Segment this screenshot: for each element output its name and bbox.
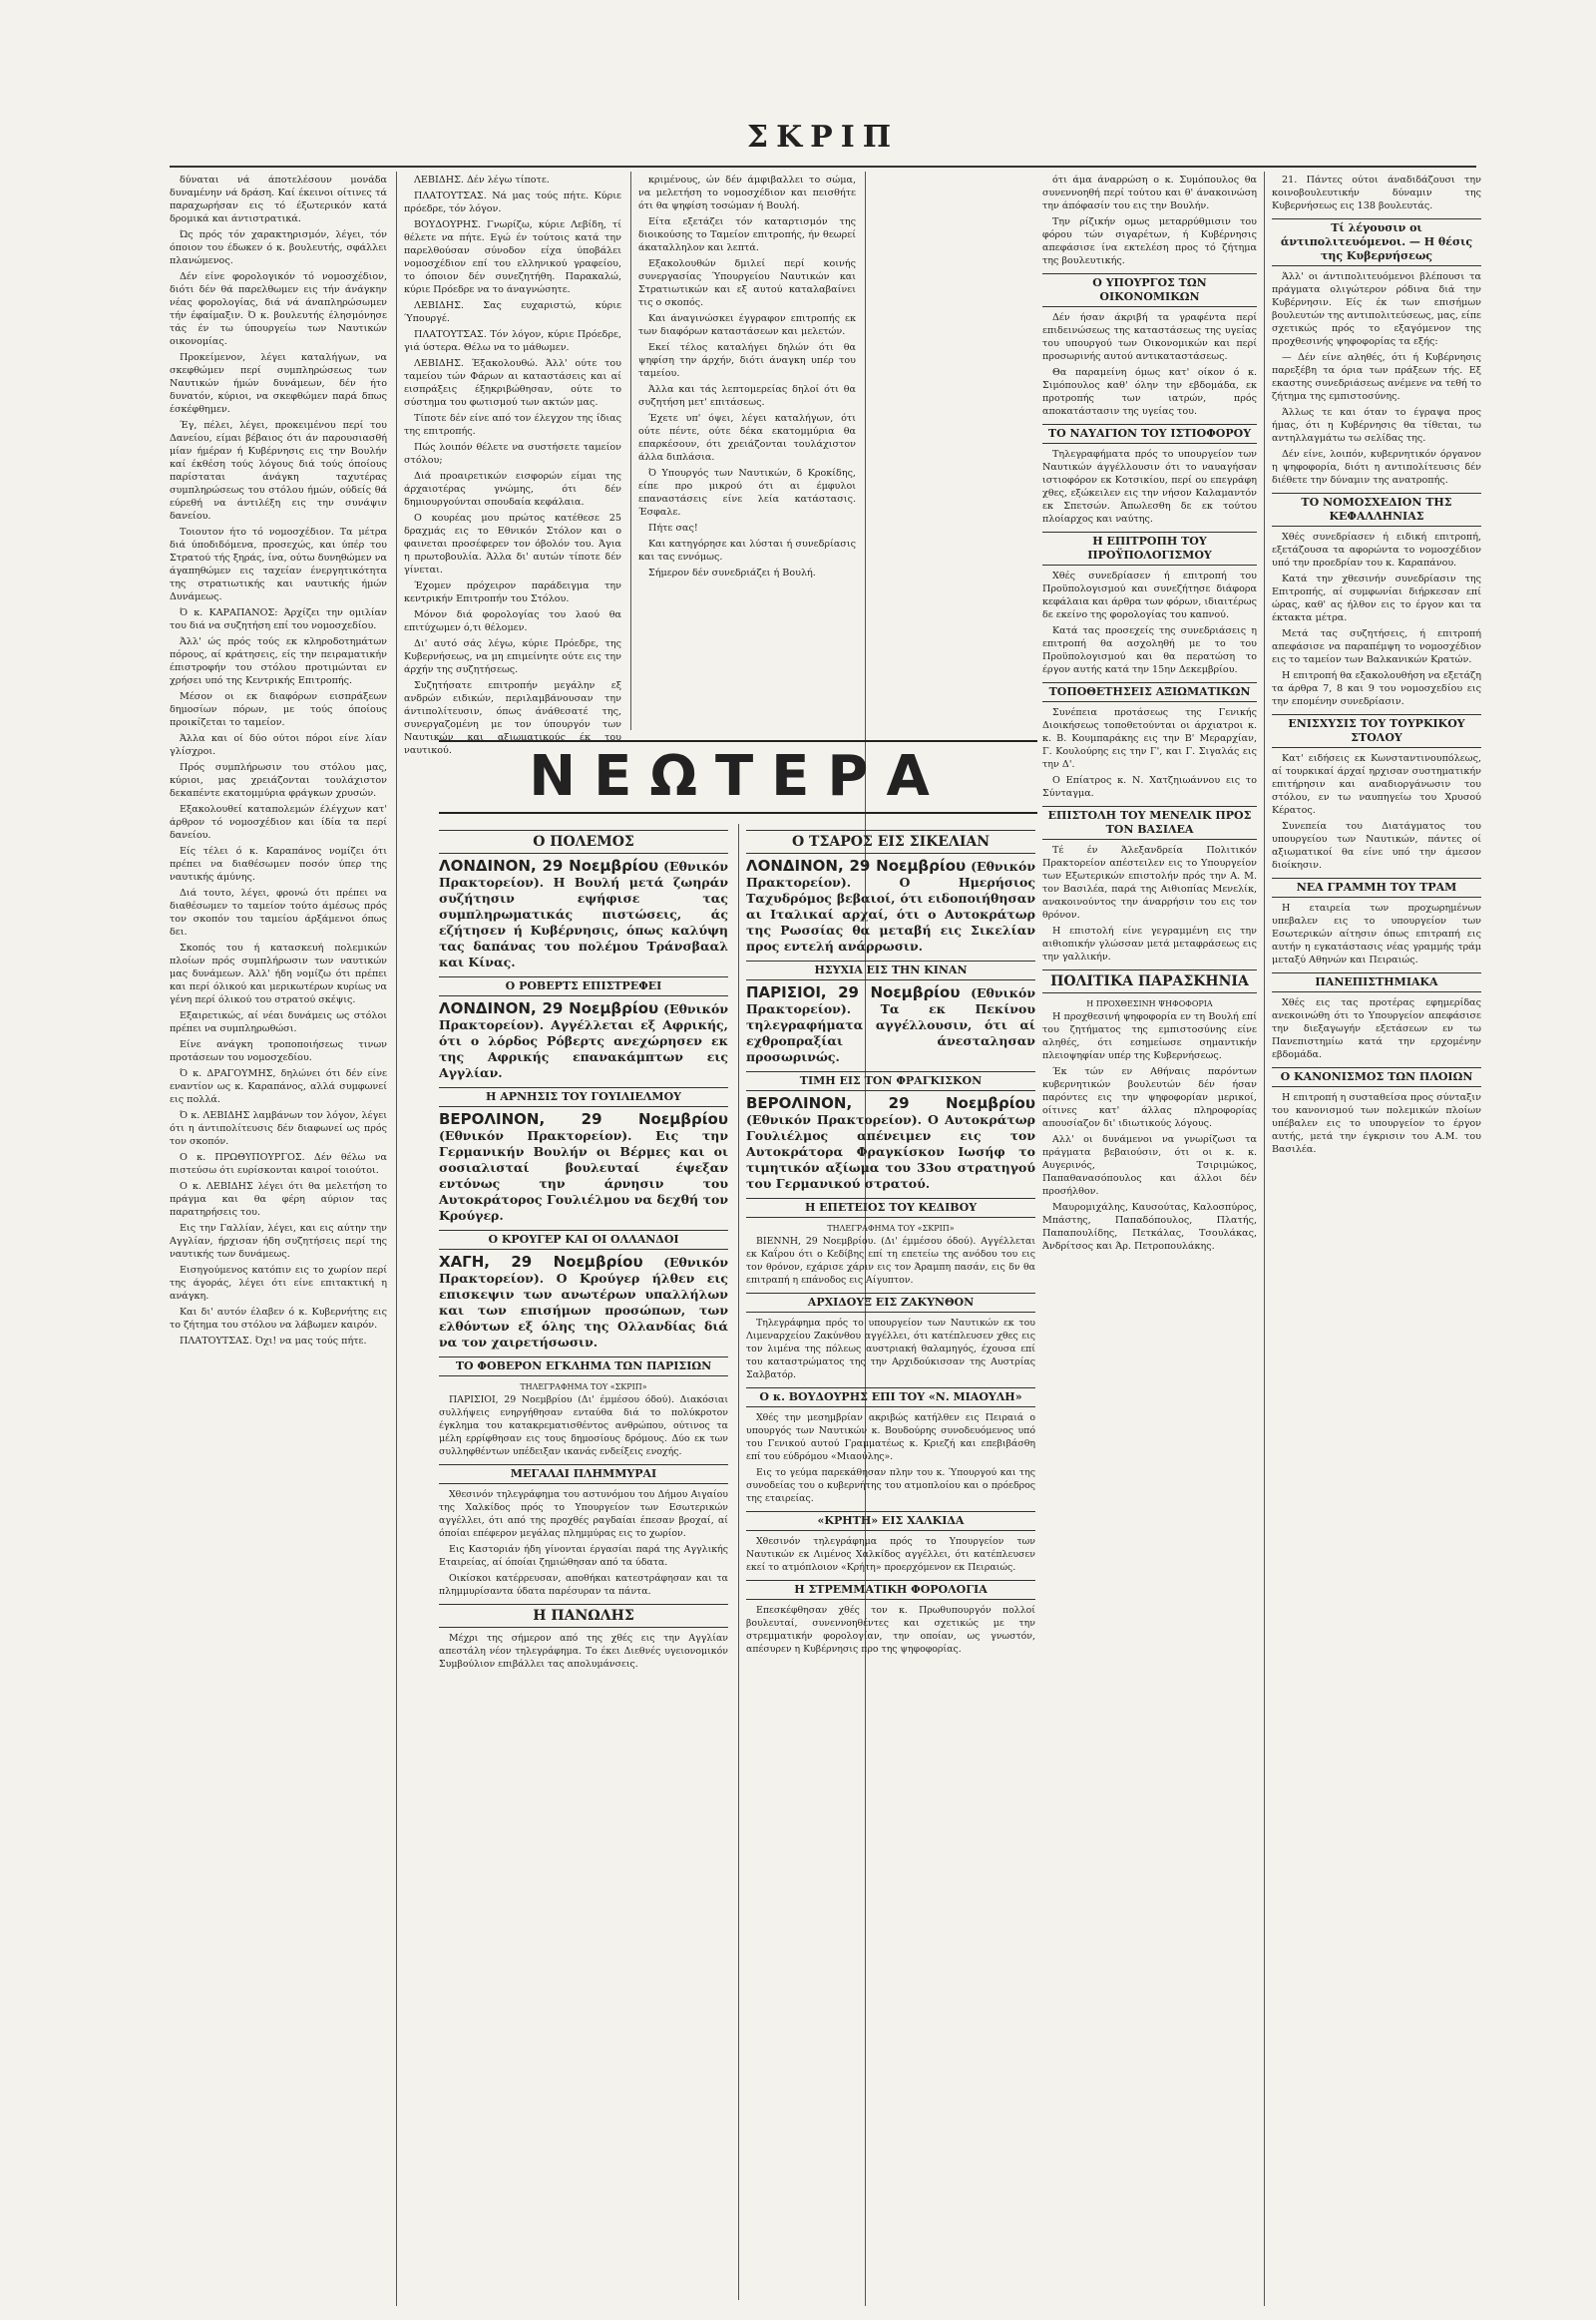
paragraph: Ο κ. ΛΕΒΙΔΗΣ λέγει ότι θα μελετήση το πράγμα και θα φέρη αύριον τας παρατηρήσεις του. [170, 1181, 387, 1218]
section-heading: Η ΕΠΙΤΡΟΠΗ ΤΟΥ ΠΡΟΫΠΟΛΟΓΙΣΜΟΥ [1042, 532, 1257, 566]
paragraph: Μέσον οι εκ διαφόρων εισπράξεων δημοσίων πόρων, με τούς όποίους προικίζεται το ταμείον. [170, 691, 387, 728]
section-heading: ΤΙΜΗ ΕΙΣ ΤΟΝ ΦΡΑΓΚΙΣΚΟΝ [746, 1071, 1035, 1091]
paragraph: Τηλεγραφήματα πρός το υπουργείον των Ναυτικών άγγέλλουσιν ότι το ναυαγήσαν ιστιοφόρον εκ Κοτσικίου, περί ου επεγράφη χθες, εξώκειλεν εις την νήσον Καλαμαντόν εκ Σπετσών. Άπωλεσθη δε εκ τούτου πλοίαρχος και ναύτης. [1042, 449, 1257, 525]
section-heading: ΤΟΠΟΘΕΤΗΣΕΙΣ ΑΞΙΩΜΑΤΙΚΩΝ [1042, 682, 1257, 702]
section-heading: ΕΠΙΣΤΟΛΗ ΤΟΥ ΜΕΝΕΛΙΚ ΠΡΟΣ ΤΟΝ ΒΑΣΙΛΕΑ [1042, 806, 1257, 840]
dispatch [439, 1254, 728, 1351]
paragraph: Πώς λοιπόν θέλετε να συστήσετε ταμείον στόλου; [404, 442, 621, 466]
section-heading: Ο ΠΟΛΕΜΟΣ [439, 830, 728, 854]
dispatch-dateline: ΛΟΝΔΙΝΟΝ, 29 Νοεμβρίου [746, 857, 967, 875]
paragraph: Είς τέλει ό κ. Καραπάνος νομίζει ότι πρέπει να διαθέσωμεν ποσόν ύπερ της ναυτικής άμύνης. [170, 846, 387, 883]
neotera-banner [439, 740, 1037, 814]
paragraph: Εξακολουθεί καταπολεμών έλέγχων κατ' άρθρον τό νομοσχέδιον και ίδία τα περί δανείου. [170, 804, 387, 841]
paragraph: ΒΟΥΔΟΥΡΗΣ. Γνωρίζω, κύριε Λεβίδη, τί θέλετε να πήτε. Εγώ έν τούτοις κατά την παρελθούσαν σύνοδον είχα ύποβάλει νομοσχέδιον επί του ελληνικού γραφείου, το όποιον δέν συνεζητήθη. Παρακαλώ, κύριε Πρόεδρε να το άναγνώσητε. [404, 219, 621, 295]
column-1 [170, 174, 387, 2298]
paragraph: Εξαιρετικώς, αί νέαι δυνάμεις ως στόλοι πρέπει να συμπληρωθώσι. [170, 1010, 387, 1034]
dispatch-text: (Εθνικόν Πρακτορείον). Ο Κρούγερ ήλθεν εις επισκεψιν των ανωτέρων υπαλλήλων και των επισήμων προσώπων, των ελθόντων εξ όλης της Ολλανδίας διά να τον χαιρετήσωσιν. [439, 1255, 728, 1350]
paragraph: Μαυρομιχάλης, Καυσούτας, Καλοσπύρος, Μπάστης, Παπαδόπουλος, Πλατής, Παπαπουλίδης, Πετκάλας, Τσουλάκας, Άνδρίτσος και Άρ. Πετροπουλάκης. [1042, 1202, 1257, 1252]
paragraph: ΠΛΑΤΟΥΤΣΑΣ. Νά μας τούς πήτε. Κύριε πρόεδρε, τόν λόγον. [404, 191, 621, 214]
paragraph: Συνέπεια προτάσεως της Γενικής Διοικήσεως τοποθετούνται οι άρχιατροι κ. κ. Β. Κουμπαράκης εις την Β' Μεραρχίαν, Γ. Κουλούρης εις την Γ', και Γ. Σιγαλάς εις την Δ'. [1042, 707, 1257, 770]
dispatch [439, 1000, 728, 1081]
dispatch [746, 984, 1035, 1065]
section-heading: ΤΟ ΦΟΒΕΡΟΝ ΕΓΚΛΗΜΑ ΤΩΝ ΠΑΡΙΣΙΩΝ [439, 1356, 728, 1376]
section-heading: Η ΑΡΝΗΣΙΣ ΤΟΥ ΓΟΥΙΛΙΕΛΜΟΥ [439, 1087, 728, 1107]
section-heading: ΜΕΓΑΛΑΙ ΠΛΗΜΜΥΡΑΙ [439, 1464, 728, 1484]
paragraph: Κατ' ειδήσεις εκ Κωνσταντινουπόλεως, αί τουρκικαί άρχαί ηρχισαν συστηματικήν επιτήρησιν και αναδιοργάνωσιν του στόλου, εν τω ναυπηγείω του Χρυσού Κέρατος. [1272, 753, 1481, 816]
section-heading: Ο ΡΟΒΕΡΤΣ ΕΠΙΣΤΡΕΦΕΙ [439, 976, 728, 996]
section-heading: Ο κ. ΒΟΥΔΟΥΡΗΣ ΕΠΙ ΤΟΥ «Ν. ΜΙΑΟΥΛΗ» [746, 1387, 1035, 1407]
paragraph: Εις την Γαλλίαν, λέγει, και εις αύτην την Αγγλίαν, ήρχισαν ήδη συζητήσεις περί της ναυτικής των δυνάμεως. [170, 1223, 387, 1260]
dispatch-dateline: ΠΑΡΙΣΙΟΙ, 29 Νοεμβρίου [746, 983, 961, 1001]
paragraph: Η επιστολή είνε γεγραμμένη εις την αιθιοπικήν γλώσσαν μετά μεταφράσεως εις την γαλλικήν. [1042, 926, 1257, 963]
paragraph: Η προχθεσινή ψηφοφορία εν τη Βουλή επί του ζητήματος της εμπιστοσύνης είνε αληθές, ότι εσημείωσε σημαντικήν πλειοψηφίαν υπέρ της Κυβερνήσεως. [1042, 1011, 1257, 1061]
section-heading: «ΚΡΗΤΗ» ΕΙΣ ΧΑΛΚΙΔΑ [746, 1511, 1035, 1531]
paragraph: ΠΛΑΤΟΥΤΣΑΣ. Όχι! να μας τούς πήτε. [180, 1336, 367, 1347]
paragraph: Και κατηγόρησε και λύσται ή συνεδρίασις και τας εννόμως. [638, 539, 856, 563]
column-5 [1272, 174, 1481, 2298]
paragraph: Και δι' αυτόν έλαβεν ό κ. Κυβερνήτης εις το ζήτημα του στόλου να λάβωμεν καιρόν. [170, 1307, 387, 1331]
paragraph: Χθές συνεδρίασεν ή επιτροπή του Προϋπολογισμού και συνεζήτησε διάφορα κεφάλαια και άρθρα των φόρων, ιδιαιτέρως δε εκείνο της φορολογίας του καπνού. [1042, 571, 1257, 620]
paragraph: Ό κ. ΛΕΒΙΔΗΣ λαμβάνων τον λόγον, λέγει ότι η άντιπολίτευσις δέν διαφωνεί ως πρός τον σκοπόν. [170, 1110, 387, 1147]
section-heading: Ο ΤΣΑΡΟΣ ΕΙΣ ΣΙΚΕΛΙΑΝ [746, 830, 1035, 854]
paragraph: Τοιουτον ήτο τό νομοσχέδιον. Τα μέτρα διά ύποδιδόμενα, προσεχώς, και ύπέρ του Στρατού τής ξηράς, ίνα, ούτω δυνηθώμεν να άγαπηθώμεν εις ταχείαν ένεργητικότητα της στρατιωτικής και ναυτικής ήμών Δυνάμεως. [170, 527, 387, 602]
paragraph: 21. Πάντες ούτοι άναδιδάζουσι την κοινοβουλευτικήν δύναμιν της Κυβερνήσεως εις 138 βουλευτάς. [1272, 175, 1481, 211]
paragraph: Η εταιρεία των προχωρημένων υπεβαλεν εις το υπουργείον των Εσωτερικών αίτησιν όπως επιτραπή εις αυτήν η εγκατάστασις νέας γραμμής τράμ μεταξύ Αθηνών και Πειραιώς. [1272, 903, 1481, 966]
paragraph: Κατά τας προσεχείς της συνεδριάσεις η επιτροπή θα ασχοληθή με το του Προϋπολογισμού και θα περατώση το έργον αυτής κατά την 15ην Δεκεμβρίου. [1042, 625, 1257, 675]
section-heading: ΗΣΥΧΙΑ ΕΙΣ ΤΗΝ ΚΙΝΑΝ [746, 961, 1035, 980]
paragraph: Η επιτροπή θα εξακολουθήση να εξετάζη τα άρθρα 7, 8 και 9 του νομοσχεδίου εις την επομένην συνεδρίασιν. [1272, 670, 1481, 707]
paragraph: Ο κουρέας μου πρώτος κατέθεσε 25 δραχμάς εις το Εθνικόν Στόλον και ο φαινεται προσέφερεν τον όβολόν του. Άγια η πρωτοβουλία. Άλλα δι' αυτών τίποτε δέν γίνεται. [404, 513, 621, 576]
dispatch-text: (Εθνικόν Πρακτορείον). Ο Αυτοκράτωρ Γουλιέλμος απένειμεν εις τον Αυτοκράτορα Φραγκίσκον Ιωσήφ το τιμητικόν αξίωμα του 33ου στρατηγού του Γερμανικού στρατού. [746, 1112, 1035, 1191]
paragraph: Μέχρι της σήμερον από της χθές εις την Αγγλίαν απεστάλη νέον τηλεγράφημα. Το έκει Διεθνές υγειονομικόν Συμβούλιον επιβάλλει τας απολυμάνσεις. [439, 1633, 728, 1670]
section-heading: Ο ΚΡΟΥΓΕΡ ΚΑΙ ΟΙ ΟΛΛΑΝΔΟΙ [439, 1230, 728, 1250]
column-3 [638, 174, 856, 732]
paragraph: Εις Καστοριάν ήδη γίνονται έργασίαι παρά της Αγγλικής Εταιρείας, αί όποίαι ζημιώθησαν από τα ύδατα. [439, 1544, 728, 1568]
column-4 [1042, 174, 1257, 2298]
paragraph: ΛΕΒΙΔΗΣ. Δέν λέγω τίποτε. [414, 175, 550, 186]
paragraph: ΒΙΕΝΝΗ, 29 Νοεμβρίου. (Δι' έμμέσου όδού). Αγγέλλεται εκ Καΐρου ότι ο Κεδίβης επί τη επετείω της ανόδου του εις τον θρόνον, εχάρισε χάριν εις τον Άραμπη πασάν, εις δν θα επιτραπή η επάνοδος εις Αίγυπτον. [746, 1236, 1035, 1286]
paragraph: Είνε ανάγκη τροποποιήσεως τινων προτάσεων του νομοσχεδίου. [170, 1039, 387, 1063]
section-heading: Ο ΥΠΟΥΡΓΟΣ ΤΩΝ ΟΙΚΟΝΟΜΙΚΩΝ [1042, 273, 1257, 307]
paragraph: Δέν είνε, λοιπόν, κυβερνητικόν όργανον η ψηφοφορία, διότι η αντιπολίτευσις δέν διέθετε την δύναμιν της ανατροπής. [1272, 449, 1481, 486]
paragraph: Άλλα και οί δύο ούτοι πόροι είνε λίαν γλίσχροι. [170, 733, 387, 757]
dispatch-dateline: ΒΕΡΟΛΙΝΟΝ, 29 Νοεμβρίου [439, 1110, 728, 1128]
paragraph: Κατά την χθεσινήν συνεδρίασιν της Επιτροπής, αί συμφωνίαι διήρκεσαν επί ώρας, καθ' ας ήλθον εις το έργον και τα έκτακτα μέτρα. [1272, 574, 1481, 623]
paragraph: Σήμερον δέν συνεδριάζει ή Βουλή. [648, 568, 816, 579]
paragraph: Οικίσκοι κατέρρευσαν, αποθήκαι κατεστράφησαν και τα πλημμυρίσαντα ύδατα παρέσυραν τα πάντα. [439, 1573, 728, 1597]
paragraph: Διά τουτο, λέγει, φρονώ ότι πρέπει να διαθέσωμεν το ταμείον τούτο άμέσως πρός τον σκοπόν του ταμείου άρξάμενοι όπως δει. [170, 888, 387, 938]
dispatch [439, 1111, 728, 1224]
paragraph: Δέν είνε φορολογικόν τό νομοσχέδιον, διότι δέν θά παρελθωμεν εις τήν άνάγκην νέας φορολογίας, διά νά άναπληρώσωμεν τήν έφαίμαξιν. Ό κ. βουλευτής έλησμόνησε τάς έν τω ύπουργείω των Ναυτικών οικονομίας. [170, 271, 387, 347]
paragraph: ότι άμα άναρρώση ο κ. Συμόπουλος θα συνεννοηθή περί τούτου και θ' άνακοινώση την άπόφασίν του εις την Βουλήν. [1042, 175, 1257, 211]
section-heading: ΤΟ ΝΑΥΑΓΙΟΝ ΤΟΥ ΙΣΤΙΟΦΟΡΟΥ [1042, 424, 1257, 444]
section-heading: Η ΕΠΕΤΕΙΟΣ ΤΟΥ ΚΕΔΙΒΟΥ [746, 1198, 1035, 1218]
paragraph: Χθές συνεδρίασεν ή ειδική επιτροπή, εξετάζουσα τα αφορώντα το νομοσχέδιον υπό την προεδρίαν του κ. Καραπάνου. [1272, 532, 1481, 569]
paragraph: Είτα εξετάζει τόν καταρτισμόν της διοικούσης το Ταμείον επιτροπής, ήν θεωρεί άκαταλληλον και λεπτά. [638, 216, 856, 253]
dispatch-text: (Εθνικόν Πρακτορείον). Εις την Γερμανικήν Βουλήν οι Βέρμες και οι σοσιαλισταί βουλευταί έψεξαν εντόνως την άρνησιν του Αυτοκράτορος Γουλιέλμου να δεχθή τον Κρούγερ. [439, 1128, 728, 1223]
column-2 [404, 174, 621, 756]
news-column-right [746, 824, 1035, 2300]
paragraph: — Δέν είνε αληθές, ότι ή Κυβέρνησις παρεξέβη τα όρια των πράξεων τής. Εξ εκαστης συνεδριάσεως ανέμενε να τεθή το ζήτημα της εμπιστοσύνης. [1272, 352, 1481, 402]
dispatch [439, 858, 728, 970]
paragraph: Αλλ' οι δυνάμενοι να γνωρίζωσι τα πράγματα βεβαιούσιν, ότι οι κ. κ. Αυγερινός, Τσιριμώκος, Παπαθανασόπουλος και άλλοι δέν προσήλθον. [1042, 1134, 1257, 1197]
paragraph: Ο Επίατρος κ. Ν. Χατζηιωάννου εις το Σύνταγμα. [1042, 775, 1257, 799]
paragraph: Ό κ. ΚΑΡΑΠΑΝΟΣ: Άρχίζει την ομιλίαν του διά να συζητήση επί του νομοσχεδίου. [170, 607, 387, 631]
paragraph: Σκοπός του ή κατασκευή πολεμικών πλοίων πρός συμπλήρωσιν των ναυτικών μας δυνάμεων. Άλλ' ήδη νομίζω ότι πρέπει και περί όλικού και μερικωτέρων κυρίως να γένη περί όλικού του στρατού σκέψις. [170, 943, 387, 1005]
paragraph: Διά προαιρετικών εισφορών είμαι της άρχαιοτέρας γνώμης, ότι δέν δημιουργούνται σπουδαία κεφάλαια. [404, 471, 621, 508]
paragraph: Εις το γεύμα παρεκάθησαν πλην του κ. Ύπουργού και της συνοδείας του ο κυβερνήτης του ατμοπλοίου και ο πρόεδρος της εταιρείας. [746, 1467, 1035, 1504]
paragraph: Συζητήσατε επιτροπήν μεγάλην εξ ανδρών ειδικών, περιλαμβάνουσαν την άντιπολίτευσιν, όπως άνάθεσατέ της, συνεργαζομένη με τον ύπουργόν των Ναυτικών και αξιωματικούς έκ του ναυτικού. [404, 680, 621, 756]
subheading: ΤΗΛΕΓΡΑΦΗΜΑ ΤΟΥ «ΣΚΡΙΠ» [827, 1224, 955, 1233]
section-heading: Η ΣΤΡΕΜΜΑΤΙΚΗ ΦΟΡΟΛΟΓΙΑ [746, 1580, 1035, 1600]
section-heading: ΝΕΑ ΓΡΑΜΜΗ ΤΟΥ ΤΡΑΜ [1272, 878, 1481, 898]
paragraph: Χθές εις τας προτέρας εφημερίδας ανεκοινώθη ότι το Υπουργείον απεφάσισε την διεξαγωγήν εξετάσεων εν τω Πανεπιστημίω κατά την ερχομένην εβδομάδα. [1272, 997, 1481, 1060]
paragraph: Συνεπεία του Διατάγματος του υπουργείου των Ναυτικών, πάντες οί αξιωματικοί θα είνε υπό την άμεσον διοίκησιν. [1272, 821, 1481, 871]
column-divider [396, 172, 397, 2306]
paragraph: Άλλ' οι άντιπολιτευόμενοι βλέπουσι τα πράγματα ολιγώτερον ρόδινα διά την Κυβέρνησιν. Είς έκ των επισήμων βουλευτών της αντιπολιτεύσεως, μας, είπε σχετικώς πρός το εξαγόμενον της προχθεσινής ψηφοφορίας τα εξής: [1272, 271, 1481, 347]
paragraph: ΠΛΑΤΟΥΤΣΑΣ. Τόν λόγον, κύριε Πρόεδρε, γιά ύστερα. Θέλω να το μάθωμεν. [404, 329, 621, 353]
paragraph: Εισηγούμενος κατόπιν εις το χωρίον περί της άγοράς, λέγει ότι είνε επιτακτική η ανάγκη. [170, 1265, 387, 1302]
dispatch-dateline: ΒΕΡΟΛΙΝΟΝ, 29 Νοεμβρίου [746, 1094, 1035, 1112]
dispatch-text: (Εθνικόν Πρακτορείον). Τα εκ Πεκίνου τηλεγραφήματα αγγέλλουσιν, ότι αί εχθροπραξίαι άνεσταλησαν προσωρινώς. [746, 985, 1035, 1064]
header-rule [170, 166, 1476, 168]
page-header [170, 118, 1476, 158]
section-heading: Τί λέγουσιν οι άντιπολιτευόμενοι. — Η θέσις της Κυβερνήσεως [1272, 218, 1481, 266]
paragraph: Έγ, πέλει, λέγει, προκειμένου περί του Δανείου, είμαι βέβαιος ότι άν παρουσιασθή μίαν ήμέραν ή Κυβέρνησις εις την Βουλήν καί έκθέση τούς λόγους διά τούς όποίους παρίσταται άνάγκη ταχυτέρας συμπληρώσεως του στόλου ήμών, ούδείς θά εύρεθή να άντιλέξη εις την συνάψιν δανείου. [170, 420, 387, 522]
section-heading: ΠΑΝΕΠΙΣΤΗΜΙΑΚΑ [1272, 972, 1481, 992]
paragraph: Πρός συμπλήρωσιν του στόλου μας, κύριοι, μας χρειάζονται τουλάχιστον δεκαπέντε εκατομμύρια φράγκων χρυσών. [170, 762, 387, 799]
column-divider [1264, 172, 1265, 2306]
paragraph: Εξακολουθών δμιλεί περί κοινής συνεργασίας Ύπουργείου Ναυτικών και Στρατιωτικών και εξ αυτού καταλαβαίνει τις ο σκοπός. [638, 258, 856, 308]
paragraph: Και άναγινώσκει έγγραφον επιτροπής εκ των διαφόρων καταστάσεων και μελετών. [638, 313, 856, 337]
paragraph: Τίποτε δέν είνε από τον έλεγχον της ίδιας της επιτροπής. [404, 413, 621, 437]
paragraph: Έχετε υπ' όψει, λέγει καταλήγων, ότι ούτε πέντε, ούτε δέκα εκατομμύρια θα επαρκέσουν, ότι χρειάζονται τουλάχιστον άλλα διπλάσια. [638, 413, 856, 463]
dispatch-dateline: ΛΟΝΔΙΝΟΝ, 29 Νοεμβρίου [439, 857, 659, 875]
paragraph: ΛΕΒΙΔΗΣ. Έξακολουθώ. Άλλ' ούτε του ταμείου τών Φάρων αι καταστάσεις και αί εισπράξεις έξηκριβώθησαν, ούτε το σύστημα του φωτισμού των ακτών μας. [404, 358, 621, 408]
paragraph: Μετά τας συζητήσεις, ή επιτροπή απεφάσισε να παραπέμψη το νομοσχέδιον εις το ταμείον των Βαλκανικών Κρατών. [1272, 628, 1481, 665]
paragraph: Τηλεγράφημα πρός το υπουργείον των Ναυτικών εκ του Λιμεναρχείου Ζακύνθου αγγέλλει, ότι κατέπλευσεν χθες εις τον λιμένα της πόλεως αυστριακή θαλαμηγός, έχουσα επί του καταστρώματος της την Αρχιδούκισσαν της Αυστρίας Σαλβατόρ. [746, 1318, 1035, 1380]
newspaper-title: ΣΚΡΙΠ [746, 120, 900, 155]
paragraph: Δέν ήσαν άκριβή τα γραφέντα περί επιδεινώσεως της καταστάσεως της υγείας του υπουργού των Οικονομικών και περί προσωρινής αυτού αντικαταστάσεως. [1042, 312, 1257, 362]
dispatch-text: (Εθνικόν Πρακτορείον). Η Βουλή μετά ζωηράν συζήτησιν εψήφισε τας συμπληρωματικάς πιστώσεις, άς εζήτησεν ή Κυβέρνησις, όπως καλύψη τας δαπάνας του πολέμου Τράνσβααλ και Κίνας. [439, 859, 729, 969]
dispatch-dateline: ΛΟΝΔΙΝΟΝ, 29 Νοεμβρίου [439, 999, 659, 1017]
paragraph: Ώς πρός τόν χαρακτηρισμόν, λέγει, τόν όποιον του έδωκεν ό κ. βουλευτής, σφάλλει πλανώμενος. [170, 229, 387, 266]
paragraph: Η επιτροπή η συσταθείσα προς σύνταξιν του κανονισμού των πολεμικών πλοίων υπέβαλεν εις το υπουργείον το έργον αυτής, μετά την έγκρισιν του Α.Μ. του Βασιλέα. [1272, 1092, 1481, 1155]
subheading: ΤΗΛΕΓΡΑΦΗΜΑ ΤΟΥ «ΣΚΡΙΠ» [520, 1382, 647, 1391]
paragraph: ΠΑΡΙΣΙΟΙ, 29 Νοεμβρίου (Δι' έμμέσου όδού). Διακόσιαι συλλήψεις ενηργήθησαν ενταύθα διά το πολύκροτον έγκλημα του κατακρεματισθέντος ανθρώπου, ούτινος τα μέλη ερρίφθησαν εις τους δημοσίους δρόμους. Δύο εκ των συλληφθέντων υπέδειξαν ικανάς ενδείξεις ενοχής. [439, 1394, 728, 1457]
paragraph: Έχομεν πρόχειρον παράδειγμα την κεντρικήν Επιτροπήν του Στόλου. [404, 580, 621, 604]
banner-title: ΝΕΩΤΕΡΑ [529, 744, 948, 809]
dispatch [746, 1095, 1035, 1192]
paragraph: Τέ έν Άλεξανδρεία Πολιτικόν Πρακτορείον απέστειλεν εις το Υπουργείον των Εξωτερικών επιστολήν πρός την Α. Μ. τον Βασιλέα, παρά της Αιθιοπίας Μενελίκ, ανακοινούντος την άναρρήσιν του εις τον θρόνον. [1042, 845, 1257, 921]
paragraph: Προκείμενον, λέγει καταλήγων, να σκεφθώμεν περί συμπληρώσεως των Ναυτικών ήμών δυνάμεων, δέν ήτο δυνατόν, κύριοι, να σκεφθώμεν παρά δπως έσκέφθημεν. [170, 352, 387, 415]
dispatch-dateline: ΧΑΓΗ, 29 Νοεμβρίου [439, 1253, 643, 1271]
section-heading: Ο ΚΑΝΟΝΙΣΜΟΣ ΤΩΝ ΠΛΟΙΩΝ [1272, 1067, 1481, 1087]
news-column-left [439, 824, 728, 2300]
paragraph: Ο κ. ΠΡΩΘΥΠΟΥΡΓΟΣ. Δέν θέλω να πιστεύσω ότι ευρίσκονται καιροί τοιούτοι. [170, 1152, 387, 1176]
paragraph: κριμένους, ών δέν άμφιβαλλει το σώμα, να μελετήση το νομοσχέδιον και πεισθήτε ότι θα ψηφίση τοσώμαν ή Βουλή. [638, 175, 856, 211]
paragraph: Ό Υπουργός των Ναυτικών, δ Κροκίδης, είπε προ μικρού ότι αι έμφυλοι επαναστάσεις είνε λεία κατάστασις. Έσφαλε. [638, 468, 856, 518]
section-heading: ΠΟΛΙΤΙΚΑ ΠΑΡΑΣΚΗΝΙΑ [1042, 969, 1257, 993]
paragraph: Άλλα και τάς λεπτομερείας δηλοί ότι θα συζητήση μετ' επιτάσεως. [638, 384, 856, 408]
paragraph: Έκ τών εν Αθήναις παρόντων κυβερνητικών βουλευτών δέν ήσαν παρόντες εις την ψηφοφορίαν μερικοί, οίτινες κατ' άλλας πληροφορίας απουσίαζον δι' ιδιωτικούς λόγους. [1042, 1066, 1257, 1129]
paragraph: ΛΕΒΙΔΗΣ. Σας ευχαριστώ, κύριε Ύπουργέ. [404, 300, 621, 324]
paragraph: Άλλ' ώς πρός τούς εκ κληροδοτημάτων πόρους, αί κράτησεις, είς την πειραματικήν έπιστροφήν του στόλου προτιμώνται εν χρήσει υπό της Κεντρικής Επιτροπής. [170, 636, 387, 686]
column-divider [630, 172, 631, 730]
paragraph: Χθεσινόν τηλεγράφημα πρός το Υπουργείον των Ναυτικών εκ Λιμένος Χαλκίδος αγγέλλει, ότι κατέπλευσεν εκεί το ατμόπλοιον «Κρήτη» προερχόμενον εκ Πειραιώς. [746, 1536, 1035, 1573]
section-heading: Η ΠΑΝΩΛΗΣ [439, 1604, 728, 1628]
paragraph: Ό κ. ΔΡΑΓΟΥΜΗΣ, δηλώνει ότι δέν είνε εναντίον ως κ. Καραπάνος, αλλά συμφωνεί εις πολλά. [170, 1068, 387, 1105]
section-heading: ΕΝΙΣΧΥΣΙΣ ΤΟΥ ΤΟΥΡΚΙΚΟΥ ΣΤΟΛΟΥ [1272, 714, 1481, 748]
paragraph: Μόνον διά φορολογίας του λαού θα επιτύχωμεν ό,τι θέλομεν. [404, 609, 621, 633]
paragraph: Χθές την μεσημβρίαν ακριβώς κατήλθεν εις Πειραιά ο υπουργός των Ναυτικών κ. Βουδούρης συνοδευόμενος υπό του Γενικού αυτού Γραμματέως κ. Κριεζή και επεβιβάσθη επί του εύδρόμου «Μιαούλης». [746, 1412, 1035, 1462]
paragraph: Άλλως τε και όταν το έγραψα προς ήμας, ότι η Κυβέρνησις θα τίθεται, τω αντηλλαγμάτω τω σελίδας της. [1272, 407, 1481, 444]
subheading: Η ΠΡΟΧΘΕΣΙΝΗ ΨΗΦΟΦΟΡΙΑ [1086, 999, 1213, 1008]
dispatch [746, 858, 1035, 955]
paragraph: Επεσκέφθησαν χθές τον κ. Πρωθυπουργόν πολλοί βουλευταί, συνεννοηθέντες και σχετικώς με την στρεμματικήν φορολογίαν, την οποίαν, ως γνωστόν, απέσυρεν η Κυβέρνησις προ της ψηφοφορίας. [746, 1605, 1035, 1655]
section-heading: ΑΡΧΙΔΟΥΞ ΕΙΣ ΖΑΚΥΝΘΟΝ [746, 1293, 1035, 1313]
paragraph: δύναται νά άποτελέσουν μονάδα δυναμένην νά δράση. Καί έκεινοι οίτινες τά παραχωρήσαν εις τό έξωτερικόν κατά δρομικά και άντιστρατικά. [170, 175, 387, 224]
paragraph: Θα παραμείνη όμως κατ' οίκον ό κ. Σιμόπουλος καθ' όλην την εβδομάδα, εκ προτροπής των ιατρών, πρός αποκατάστασιν της υγείας του. [1042, 367, 1257, 417]
paragraph: Πήτε σας! [648, 523, 698, 534]
dispatch-text: (Εθνικόν Πρακτορείον). Ο Ημερήσιος Ταχυδρόμος βεβαιοί, ότι ειδοποιήθησαν αι Ιταλικαί αρχαί, ότι ο Αυτοκράτωρ της Ρωσσίας θα μεταβή εις Σικελίαν προς εντελή ανάρρωσιν. [746, 859, 1036, 954]
paragraph: Την ρίζικήν ομως μεταρρύθμισιν του φόρου τών σιγαρέτων, ή Κυβέρνησις απεφάσισε ίνα εκτελέση προς τό ζήτημα της βουλευτικής. [1042, 216, 1257, 266]
paragraph: Εκεί τέλος καταλήγει δηλών ότι θα ψηφίση την άρχήν, διότι άναγκη υπέρ του ταμείου. [638, 342, 856, 379]
section-heading: ΤΟ ΝΟΜΟΣΧΕΔΙΟΝ ΤΗΣ ΚΕΦΑΛΛΗΝΙΑΣ [1272, 493, 1481, 527]
paragraph: Δι' αυτό σάς λέγω, κύριε Πρόεδρε, της Κυβερνήσεως, να μη επιμείνητε ούτε εις την άρχήν της συζητήσεως. [404, 638, 621, 675]
paragraph: Χθεσινόν τηλεγράφημα του αστυνόμου του Δήμου Αιγαίου της Χαλκίδος πρός το Υπουργείον των Εσωτερικών αγγέλλει, ότι από της προχθές ραγδαίαι έπεσαν βροχαί, αί όποίαι επέφερον μεγάλας πλημμύρας εις το χωρίον. [439, 1489, 728, 1539]
dispatch-text: (Εθνικόν Πρακτορείον). Αγγέλλεται εξ Αφρικής, ότι ο λόρδος Ρόβερτς ανεχώρησεν εκ της Αφρικής επανακάμπτων εις Αγγλίαν. [439, 1001, 729, 1080]
column-divider [738, 824, 739, 2300]
